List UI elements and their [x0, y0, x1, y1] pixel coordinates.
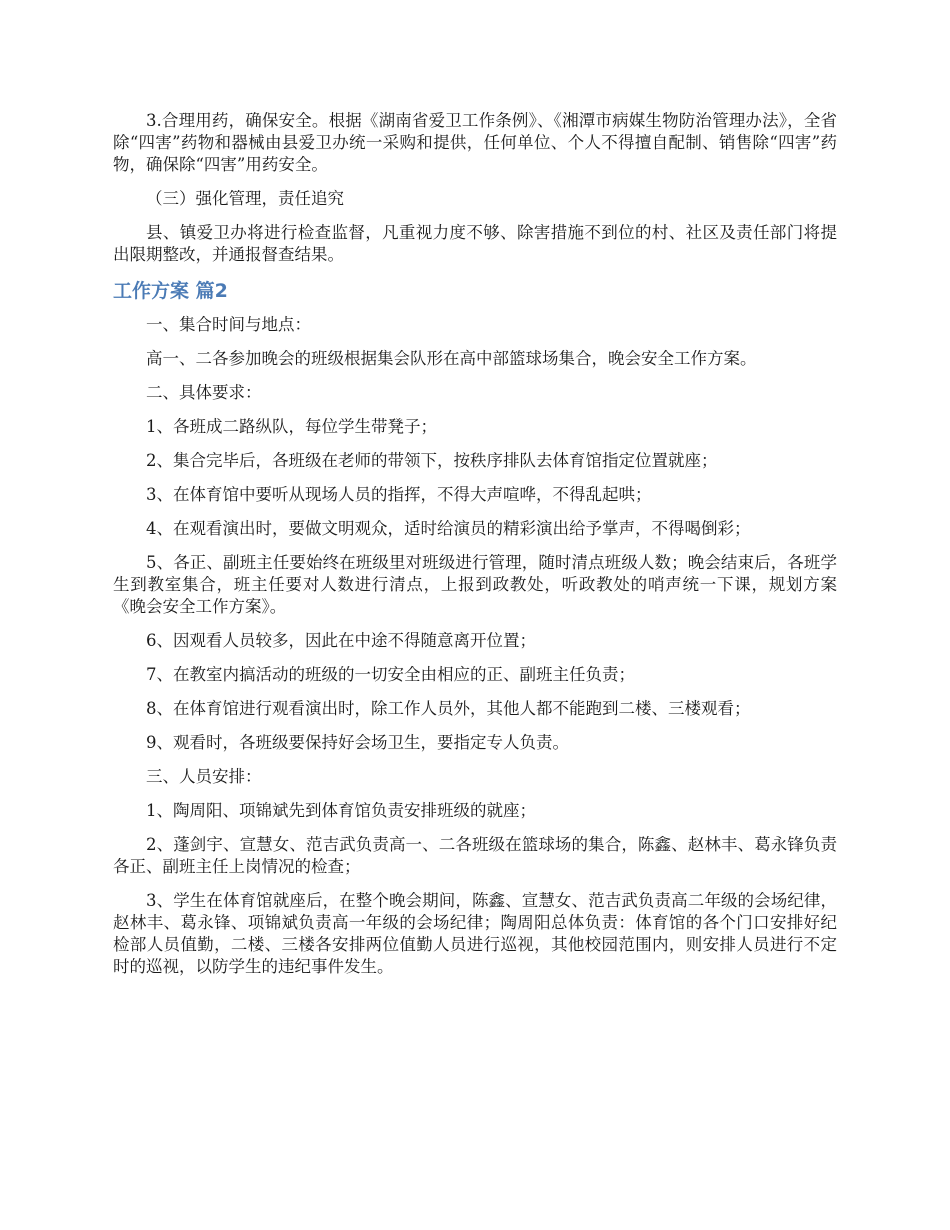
paragraph: 1、各班成二路纵队，每位学生带凳子； [146, 417, 437, 436]
paragraph: 1、陶周阳、项锦斌先到体育馆负责安排班级的就座； [146, 801, 536, 820]
paragraph: 县、镇爱卫办将进行检查监督，凡重视力度不够、除害措施不到位的村、社区及责任部门将提出限期整改，并通报督查结果。 [113, 223, 837, 264]
paragraph: 5、各正、副班主任要始终在班级里对班级进行管理，随时清点班级人数；晚会结束后，各班学生到教室集合，班主任要对人数进行清点，上报到政教处，听政教处的哨声统一下课，规划方案《晚会安全工作方案》。 [113, 553, 837, 616]
paragraph: 4、在观看演出时，要做文明观众，适时给演员的精彩演出给予掌声，不得喝倒彩； [146, 519, 751, 538]
paragraph: （三）强化管理，责任追究 [146, 189, 344, 208]
paragraph: 2、蓬剑宇、宣慧女、范吉武负责高一、二各班级在篮球场的集合，陈鑫、赵林丰、葛永锋负责各正、副班主任上岗情况的检查； [113, 835, 837, 876]
paragraph: 3、在体育馆中要听从现场人员的指挥，不得大声喧哗，不得乱起哄； [146, 485, 652, 504]
paragraph: 3.合理用药，确保安全。根据《湖南省爱卫工作条例》、《湘潭市病媒生物防治管理办法》，全省除“四害”药物和器械由县爱卫办统一采购和提供，任何单位、个人不得擅自配制、销售除“四害”药物，确保除“四害”用药安全。 [113, 111, 837, 174]
paragraph: 3、学生在体育馆就座后，在整个晚会期间，陈鑫、宣慧女、范吉武负责高二年级的会场纪律，赵林丰、葛永锋、项锦斌负责高一年级的会场纪律；陶周阳总体负责：体育馆的各个门口安排好纪检部人员值勤，二楼、三楼各安排两位值勤人员进行巡视，其他校园范围内，则安排人员进行不定时的巡视，以防学生的违纪事件发生。 [113, 891, 837, 976]
document-page [113, 110, 837, 990]
paragraph: 一、集合时间与地点： [146, 315, 311, 334]
paragraph: 6、因观看人员较多，因此在中途不得随意离开位置； [146, 631, 536, 650]
paragraph: 8、在体育馆进行观看演出时，除工作人员外，其他人都不能跑到二楼、三楼观看； [146, 699, 751, 718]
paragraph: 二、具体要求： [146, 383, 262, 402]
paragraph: 9、观看时，各班级要保持好会场卫生，要指定专人负责。 [146, 733, 569, 752]
paragraph: 三、人员安排： [146, 767, 262, 786]
paragraph: 7、在教室内搞活动的班级的一切安全由相应的正、副班主任负责； [146, 665, 635, 684]
section-heading: 工作方案 篇2 [113, 280, 228, 302]
paragraph: 2、集合完毕后，各班级在老师的带领下，按秩序排队去体育馆指定位置就座； [146, 451, 718, 470]
paragraph: 高一、二各参加晚会的班级根据集会队形在高中部篮球场集合，晚会安全工作方案。 [146, 349, 757, 368]
